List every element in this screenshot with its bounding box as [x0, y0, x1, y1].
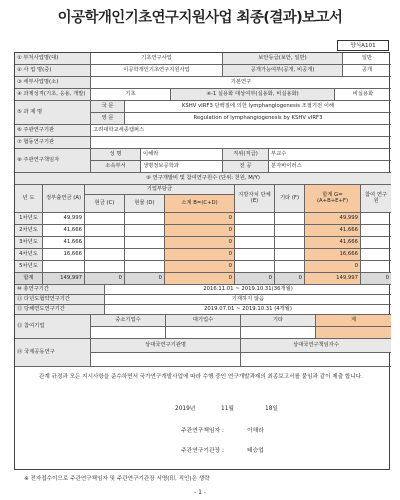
budget-row-4-cash: [85, 249, 125, 261]
budget-row-2-local: [235, 225, 275, 237]
project-type-value: 기초: [91, 89, 171, 101]
companies-sme-value: [91, 327, 166, 339]
pi-dept-label: 소속부서: [91, 161, 141, 173]
total-period-value: 2016.11.01 ~ 2019.10.31(36개월): [105, 285, 391, 295]
budget-row-3-total: 41,666: [305, 237, 361, 249]
practical-use-value: 비실용화: [335, 89, 391, 101]
intl-institution-header: 상대국연구기관명: [91, 339, 241, 353]
budget-row-2-total: 41,666: [305, 225, 361, 237]
budget-sum-staff: 0: [361, 273, 391, 285]
budget-col-staff: 참여 연구원: [361, 185, 391, 213]
disclosure-label: 공개가능여부(공개, 비공개): [223, 65, 343, 77]
budget-row-4-sub: 0: [165, 249, 235, 261]
budget-row-3-sub: 0: [165, 237, 235, 249]
project-title-label: ⑤ 과 제 명: [15, 101, 91, 125]
budget-sum-year: 합계: [15, 273, 43, 285]
coop-institution-label: ⑦ 협동연구기관: [15, 137, 91, 149]
dept-program-label: ① 부처사업명(대): [15, 53, 91, 65]
budget-row-3-etc: [275, 237, 305, 249]
pi-sign-name: 이해라: [247, 428, 264, 434]
budget-col-etc: 기타 (F): [275, 185, 305, 213]
budget-row-5-local: [235, 261, 275, 273]
budget-row-5-inkind: [125, 261, 165, 273]
budget-row-1-inkind: [125, 213, 165, 225]
footnote: ※ 전자접수이므로 주관연구책임자 및 주관연구기관장 서명(印, 직인)은 생략: [24, 476, 210, 482]
lead-institution-value: 고려대학교세종캠퍼스: [91, 125, 391, 137]
budget-col-gov: 정부출연금 (A): [43, 185, 85, 213]
pi-sign-label: 주관연구책임자 :: [181, 428, 224, 434]
budget-row-1-gov: 49,999: [43, 213, 85, 225]
budget-sum-etc: 0: [275, 273, 305, 285]
project-type-label: ④ 과제성격(기초, 응용, 개발): [15, 89, 91, 101]
statement-text: 관계 규정과 모든 지시사항을 준수하면서 국가연구개발사업에 따라 수행 중인 연구개발과제의 최종보고서를 붙임과 같이 제출 합니다.: [39, 374, 363, 380]
budget-row-4-etc: [275, 249, 305, 261]
budget-row-5-gov: [43, 261, 85, 273]
budget-row-5-etc: [275, 261, 305, 273]
english-title-label: 영 문: [91, 113, 125, 125]
pi-label: ⑧ 주관연구책임자: [15, 149, 91, 173]
budget-row-3-cash: [85, 237, 125, 249]
budget-row-5-cash: [85, 261, 125, 273]
pi-name-label: 성 명: [91, 149, 141, 161]
security-level-label: 보안등급(보안, 일반): [223, 53, 343, 65]
companies-large-value: [166, 327, 241, 339]
budget-row-3-year: 3차년도: [15, 237, 43, 249]
companies-etc-header: 기타: [241, 315, 316, 327]
companies-total-header: 계: [316, 315, 391, 327]
budget-row-4-gov: 16,666: [43, 249, 85, 261]
multi-year-period-value: 기재하지 않음: [105, 295, 391, 305]
pi-major-value: 분자바이러스: [269, 161, 391, 173]
budget-row-5-staff: [361, 261, 391, 273]
companies-large-header: 대기업수: [166, 315, 241, 327]
program-label: ② 사 업 명(중): [15, 65, 91, 77]
budget-row-1-staff: [361, 213, 391, 225]
sub-program-value: 기본연구: [91, 77, 391, 89]
lead-institution-label: ⑥ 주관연구기관: [15, 125, 91, 137]
budget-sum-inkind: 0: [125, 273, 165, 285]
budget-sum-gov: 149,997: [43, 273, 85, 285]
korean-title-value: KSHV vIRF3 단백질에 의한 lymphangiogenesis 조절기전 이해: [125, 101, 391, 113]
budget-row-3-inkind: [125, 237, 165, 249]
pi-name-value: 이해라: [141, 149, 223, 161]
budget-row-2-cash: [85, 225, 125, 237]
budget-row-4-local: [235, 249, 275, 261]
budget-row-4-staff: [361, 249, 391, 261]
budget-row-1-total: 49,999: [305, 213, 361, 225]
report-form: [14, 52, 390, 470]
head-sign-name: 태승업: [247, 448, 264, 454]
budget-row-1-sub: 0: [165, 213, 235, 225]
dept-program-value: 기초연구사업: [91, 53, 223, 65]
security-level-value: 일반: [343, 53, 391, 65]
budget-col-inkind: 현물 (D): [125, 195, 165, 213]
report-title: 이공학개인기초연구지원사업 최종(결과)보고서: [57, 10, 343, 26]
budget-row-1-etc: [275, 213, 305, 225]
budget-sum-local: 0: [235, 273, 275, 285]
budget-row-4-inkind: [125, 249, 165, 261]
budget-col-cash: 현금 (C): [85, 195, 125, 213]
budget-row-3-local: [235, 237, 275, 249]
intl-label: ⑭ 국제공동연구: [15, 339, 91, 367]
budget-sum-sub: 0: [165, 273, 235, 285]
pi-dept-value: 생명정보공학과: [141, 161, 223, 173]
budget-row-1-cash: [85, 213, 125, 225]
sub-program-label: ③ 세부사업명(소): [15, 77, 91, 89]
budget-row-4-total: 16,666: [305, 249, 361, 261]
practical-use-label: ④-1 실용화 대상여부(실용화, 비실용화): [171, 89, 335, 101]
budget-col-private-group: 기업부담금: [85, 185, 235, 195]
budget-row-5-sub: 0: [165, 261, 235, 273]
program-value: 이공학개인기초연구지원사업: [91, 65, 223, 77]
intl-pi-count-header: 상대국연구책임자수: [241, 339, 391, 353]
pi-major-label: 전 공: [223, 161, 269, 173]
current-year-period-value: 2019.07.01 ~ 2019.10.31 (4개월): [105, 305, 391, 315]
budget-row-2-year: 2차년도: [15, 225, 43, 237]
korean-title-label: 국 문: [91, 101, 125, 113]
form-number: 양식A101: [337, 40, 389, 51]
coop-institution-value: [91, 137, 391, 149]
budget-row-1-local: [235, 213, 275, 225]
total-period-label: ⑩ 총연구기간: [15, 285, 105, 295]
english-title-value: Regulation of lymphangiogenesis by KSHV vIRF3: [125, 113, 391, 125]
budget-row-4-year: 4차년도: [15, 249, 43, 261]
current-year-period-label: ⑫ 당해연도연구기간: [15, 305, 105, 315]
budget-row-2-inkind: [125, 225, 165, 237]
statement-date-day: 18일: [265, 406, 278, 412]
budget-row-2-sub: 0: [165, 225, 235, 237]
budget-row-2-gov: 41,666: [43, 225, 85, 237]
disclosure-value: 공개: [343, 65, 391, 77]
budget-row-2-etc: [275, 225, 305, 237]
page-number: - 1 -: [194, 489, 206, 496]
budget-col-local: 지방자치 단체 (E): [235, 185, 275, 213]
statement-date-year: 2019년: [175, 406, 196, 412]
companies-sme-header: 중소기업수: [91, 315, 166, 327]
budget-row-5-year: 5차년도: [15, 261, 43, 273]
companies-label: ⑬ 참여기업: [15, 315, 91, 339]
companies-etc-value: [241, 327, 316, 339]
intl-institution-value: [91, 353, 241, 367]
pi-position-value: 부교수: [269, 149, 391, 161]
multi-year-period-label: ⑪ 다년도협약연구기간: [15, 295, 105, 305]
budget-sum-cash: 0: [85, 273, 125, 285]
budget-col-subtotal: 소계 B=(C+D): [165, 195, 235, 213]
budget-col-total: 합계 G=(A+B+E+F): [305, 185, 361, 213]
statement-date-month: 11월: [221, 406, 234, 412]
budget-row-3-staff: [361, 237, 391, 249]
budget-header: ⑨ 연구개발비 및 참여연구원수 (단위: 천원, M/Y): [15, 173, 391, 185]
budget-row-2-staff: [361, 225, 391, 237]
statement-box: [15, 367, 391, 471]
pi-position-label: 직위(직급): [223, 149, 269, 161]
budget-row-1-year: 1차년도: [15, 213, 43, 225]
budget-col-year: 년 도: [15, 185, 43, 213]
companies-total-value: [316, 327, 391, 339]
budget-row-3-gov: 41,666: [43, 237, 85, 249]
budget-row-5-total: 0: [305, 261, 361, 273]
head-sign-label: 주관연구기관장 :: [181, 448, 224, 454]
budget-sum-total: 149,997: [305, 273, 361, 285]
intl-pi-count-value: [241, 353, 391, 367]
